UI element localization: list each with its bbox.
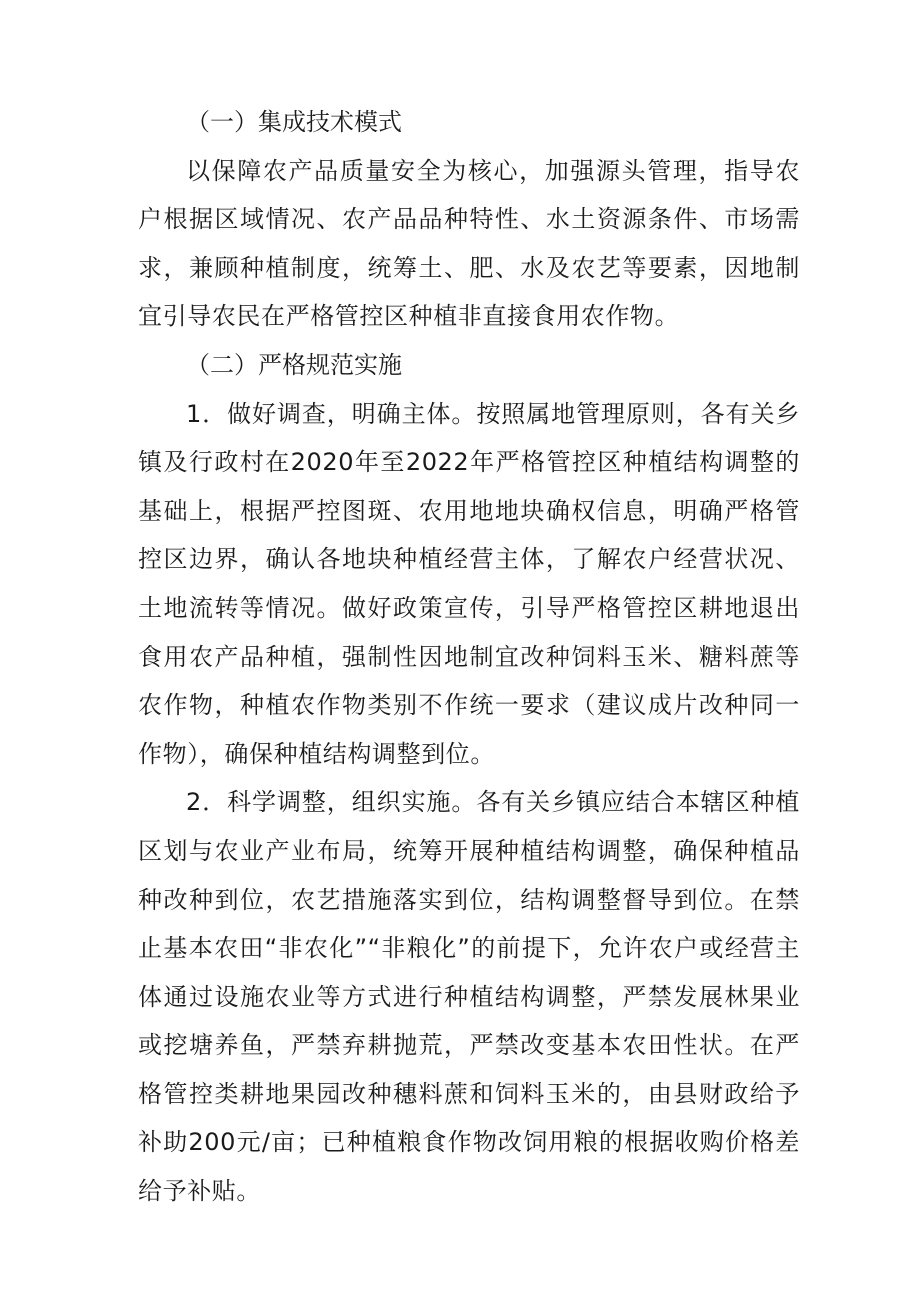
paragraph-scientific-adjustment: 2．科学调整，组织实施。各有关乡镇应结合本辖区种植区划与农业产业布局，统筹开展种植结构调整，确保种植品种改种到位，农艺措施落实到位，结构调整督导到位。在禁止基本农田“非农化”“非粮化”的前提下，允许农户或经营主体通过设施农业等方式进行种植结构调整，严禁发展林果业或挖塘养鱼，严禁弃耕抛荒，严禁改变基本农田性状。在严格管控类耕地果园改种穗料蔗和饲料玉米的，由县财政给予补助200元/亩；已种植粮食作物改饲用粮的根据收购价格差给予补贴。 xyxy=(138,788,800,1206)
document-body xyxy=(138,98,800,1216)
section-heading-integrated-tech: （一）集成技术模式 xyxy=(186,108,402,136)
paragraph-integrated-tech: 以保障农产品质量安全为核心，加强源头管理，指导农户根据区域情况、农产品品种特性、水土资源条件、市场需求，兼顾种植制度，统筹土、肥、水及农艺等要素，因地制宜引导农民在严格管控区种植非直接食用农作物。 xyxy=(138,156,800,331)
paragraph-survey-subject: 1．做好调查，明确主体。按照属地管理原则，各有关乡镇及行政村在2020年至2022年严格管控区种植结构调整的基础上，根据严控图斑、农用地地块确权信息，明确严格管控区边界，确认各地块种植经营主体，了解农户经营状况、土地流转等情况。做好政策宣传，引导严格管控区耕地退出食用农产品种植，强制性因地制宜改种饲料玉米、糖料蔗等农作物，种植农作物类别不作统一要求（建议成片改种同一作物），确保种植结构调整到位。 xyxy=(138,399,800,768)
section-heading-strict-implementation: （二）严格规范实施 xyxy=(186,350,402,379)
